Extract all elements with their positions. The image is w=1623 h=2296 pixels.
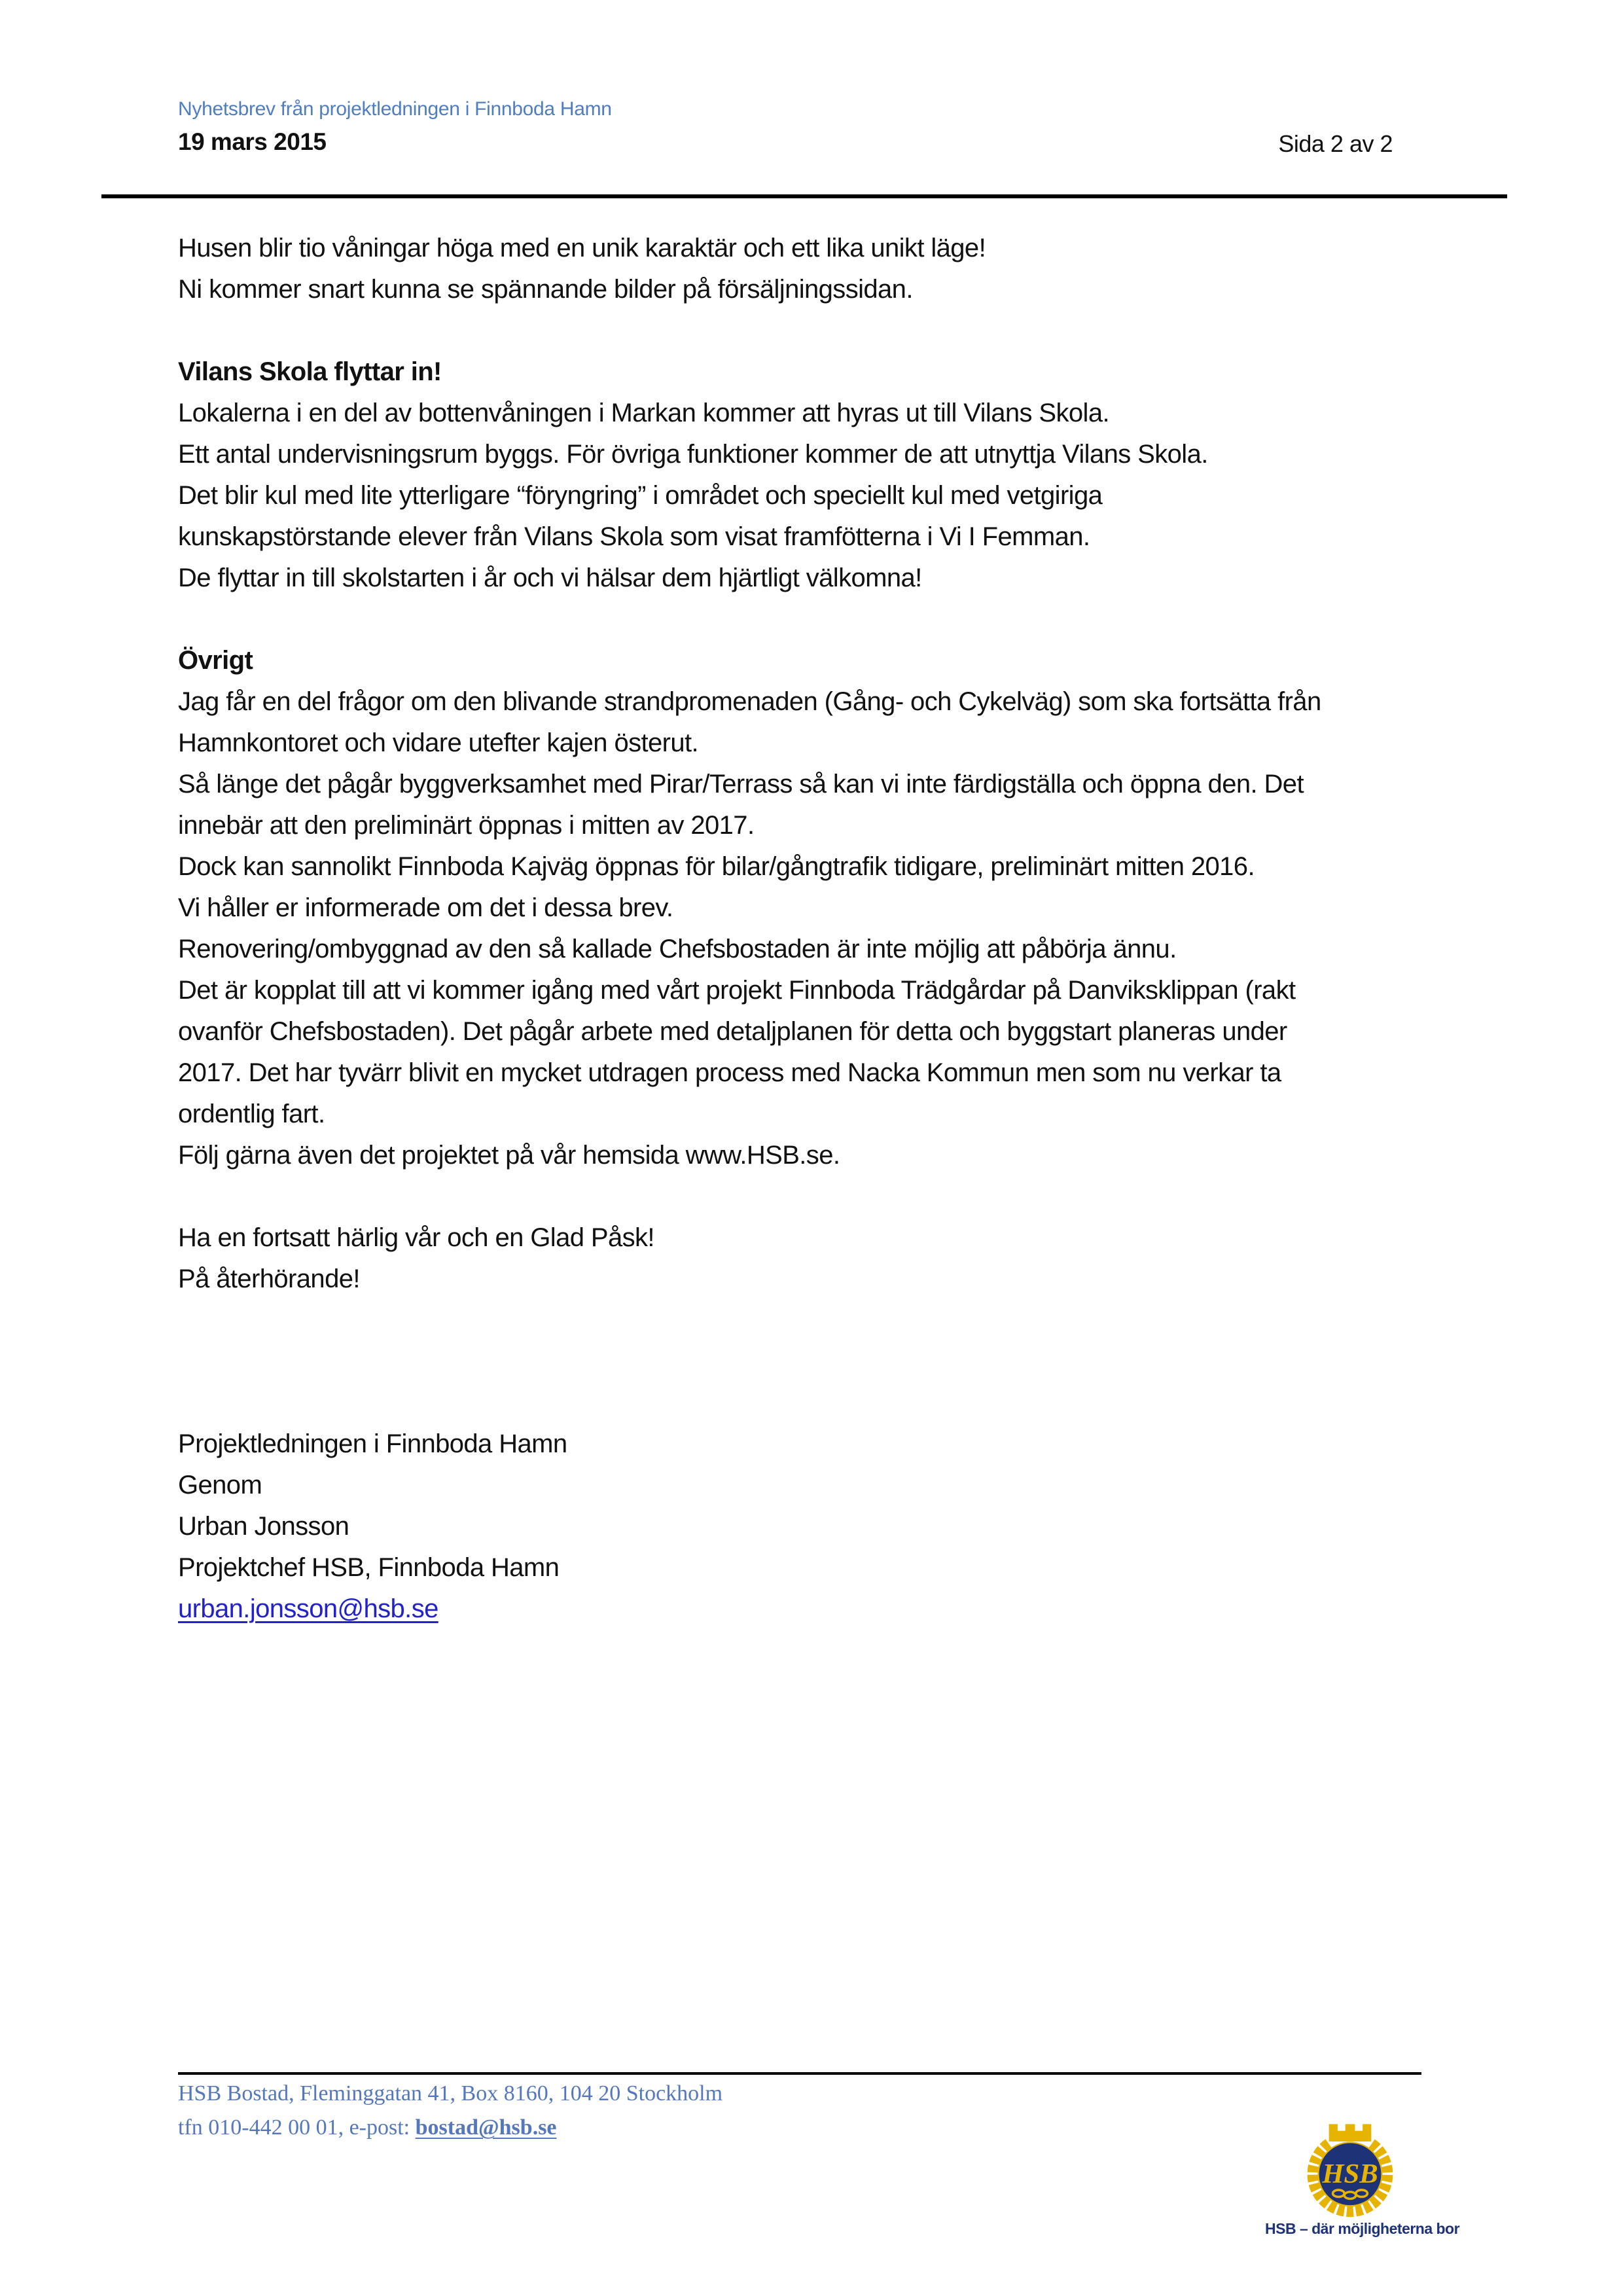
section-heading: Vilans Skola flyttar in! xyxy=(178,357,442,386)
body-line: Jag får en del frågor om den blivande strandpromenaden (Gång- och Cykelväg) som ska fortsätta från xyxy=(178,687,1321,716)
body-line: Lokalerna i en del av bottenvåningen i Markan kommer att hyras ut till Vilans Skola. xyxy=(178,399,1109,427)
body-line: ovanför Chefsbostaden). Det pågår arbete med detaljplanen för detta och byggstart planeras under xyxy=(178,1017,1287,1046)
footer-email-link[interactable]: bostad@hsb.se xyxy=(415,2115,557,2140)
hsb-emblem-icon xyxy=(1302,2119,1399,2217)
page-indicator: Sida 2 av 2 xyxy=(1278,130,1393,157)
body-line: Ni kommer snart kunna se spännande bilder på försäljningssidan. xyxy=(178,275,913,304)
body-line: Dock kan sannolikt Finnboda Kajväg öppnas för bilar/gångtrafik tidigare, preliminärt mitten 2016. xyxy=(178,852,1255,881)
footer-address: HSB Bostad, Fleminggatan 41, Box 8160, 104 20 Stockholm xyxy=(178,2081,723,2106)
body-line: De flyttar in till skolstarten i år och vi hälsar dem hjärtligt välkomna! xyxy=(178,564,922,592)
blank-line xyxy=(178,1300,1539,1341)
blank-line xyxy=(178,1176,1539,1217)
body-line: Projektchef HSB, Finnboda Hamn xyxy=(178,1553,560,1582)
body-line: Det blir kul med lite ytterligare “föryngring” i området och speciellt kul med vetgiriga xyxy=(178,481,1103,510)
section-heading: Övrigt xyxy=(178,646,253,675)
body-line: Projektledningen i Finnboda Hamn xyxy=(178,1429,567,1458)
body-line: På återhörande! xyxy=(178,1265,360,1293)
header-date: 19 mars 2015 xyxy=(178,128,327,155)
body-line: Hamnkontoret och vidare utefter kajen österut. xyxy=(178,728,699,757)
body-line: 2017. Det har tyvärr blivit en mycket utdragen process med Nacka Kommun men som nu verkar ta xyxy=(178,1058,1281,1087)
body-line: Följ gärna även det projektet på vår hemsida www.HSB.se. xyxy=(178,1141,840,1170)
footer-divider xyxy=(178,2072,1421,2075)
hsb-tagline: HSB – där möjligheterna bor xyxy=(1265,2220,1460,2237)
letter-body xyxy=(178,228,1539,1630)
blank-line xyxy=(178,1341,1539,1382)
hsb-logo xyxy=(1265,2119,1460,2238)
body-line: Ha en fortsatt härlig vår och en Glad Påsk! xyxy=(178,1223,654,1252)
body-line: Ett antal undervisningsrum byggs. För övriga funktioner kommer de att utnyttja Vilans Skola. xyxy=(178,440,1208,469)
body-line: Urban Jonsson xyxy=(178,1512,349,1541)
header-divider xyxy=(101,194,1507,198)
footer-contact-prefix: tfn 010-442 00 01, e-post: xyxy=(178,2115,416,2140)
body-line: kunskapstörstande elever från Vilans Skola som visat framfötterna i Vi I Femman. xyxy=(178,522,1090,551)
blank-line xyxy=(178,599,1539,640)
hsb-letters: HSB xyxy=(1322,2159,1378,2190)
body-line: Renovering/ombyggnad av den så kallade Chefsbostaden är inte möjlig att påbörja ännu. xyxy=(178,935,1177,963)
signature-email-link[interactable]: urban.jonsson@hsb.se xyxy=(178,1594,438,1623)
body-line: Vi håller er informerade om det i dessa brev. xyxy=(178,893,673,922)
email-link-line xyxy=(178,1588,1539,1630)
body-line: Husen blir tio våningar höga med en unik karaktär och ett lika unikt läge! xyxy=(178,234,986,262)
body-line: Genom xyxy=(178,1471,262,1499)
body-line: ordentlig fart. xyxy=(178,1100,325,1128)
blank-line xyxy=(178,310,1539,351)
body-line: innebär att den preliminärt öppnas i mitten av 2017. xyxy=(178,811,755,840)
body-line: Det är kopplat till att vi kommer igång med vårt projekt Finnboda Trädgårdar på Danviksklippan (rakt xyxy=(178,976,1296,1005)
blank-line xyxy=(178,1382,1539,1424)
body-line: Så länge det pågår byggverksamhet med Pirar/Terrass så kan vi inte färdigställa och öppna den. Det xyxy=(178,770,1304,798)
newsletter-title: Nyhetsbrev från projektledningen i Finnboda Hamn xyxy=(178,98,612,120)
footer-contact xyxy=(178,2115,557,2140)
